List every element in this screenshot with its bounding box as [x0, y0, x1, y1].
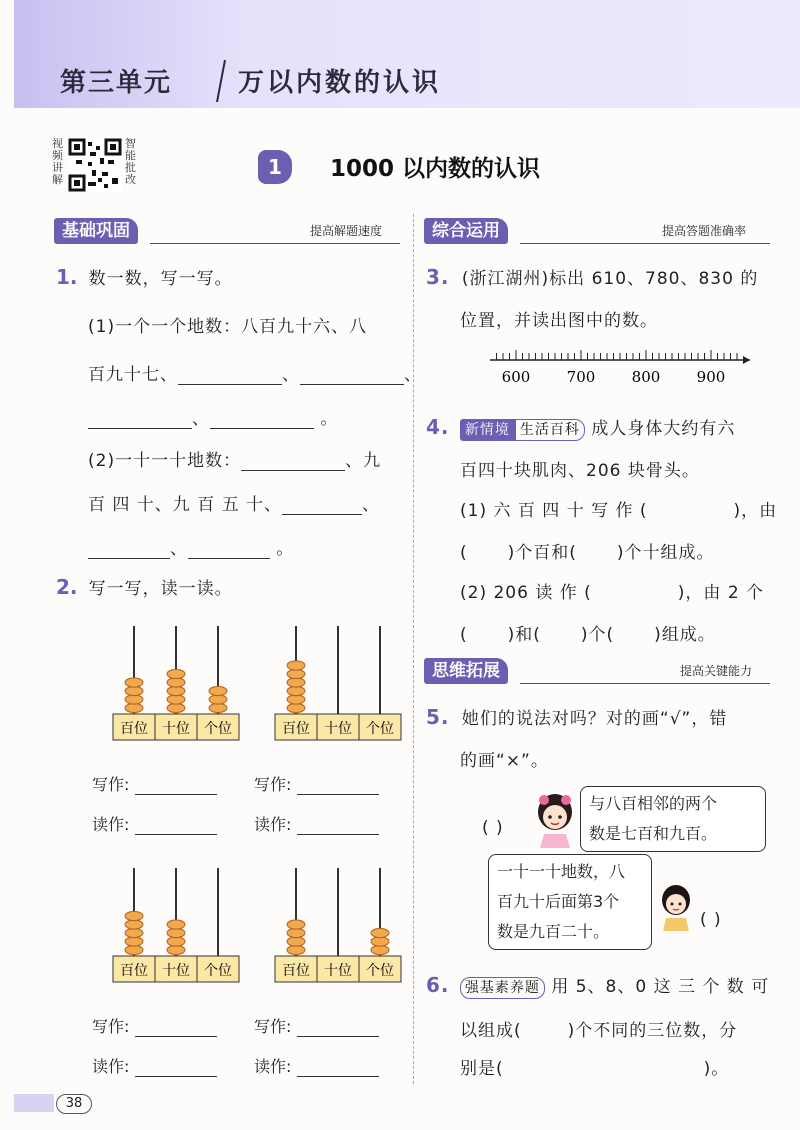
- answer-blank[interactable]: [135, 1058, 217, 1077]
- abacus-bead: [287, 669, 305, 678]
- qr-left-text: 视频讲解: [52, 137, 63, 186]
- abacus-bead: [287, 945, 305, 954]
- header-separator: [215, 60, 227, 102]
- girl-avatar-icon: [656, 882, 696, 932]
- q4-p1-line1: (1) 六 百 四 十 写 作 ( )，由: [460, 501, 778, 521]
- abacus-1: [110, 622, 242, 744]
- abacus-bead: [287, 678, 305, 687]
- tag-life-encyclopedia: 生活百科: [515, 419, 585, 441]
- read-label: 读作:: [92, 1057, 130, 1076]
- place-value-label: 十位: [162, 721, 190, 737]
- q2-block: [56, 574, 233, 599]
- abacus-bead: [125, 911, 143, 920]
- abacus-bead: [125, 678, 143, 687]
- place-value-label: 个位: [204, 721, 232, 737]
- place-value-label: 个位: [204, 963, 232, 979]
- section-extend-hint: 提高关键能力: [680, 664, 753, 678]
- abacus-bead: [125, 695, 143, 704]
- abacus-bead: [125, 686, 143, 695]
- page-number: 38: [56, 1094, 92, 1114]
- q6-line2: 以组成( )个不同的三位数，分: [460, 1021, 738, 1041]
- section-basic-underline: [150, 243, 400, 244]
- abacus-bead: [167, 937, 185, 946]
- abacus-bead: [287, 928, 305, 937]
- q1-block: [56, 264, 233, 289]
- lesson-number-badge: 1: [258, 150, 292, 184]
- section-apply-underline: [520, 243, 770, 244]
- q4-line2: 百四十块肌肉、206 块骨头。: [460, 461, 700, 481]
- read-line: [92, 1054, 217, 1077]
- qr-code-icon[interactable]: [68, 138, 122, 192]
- q1-p1-line1: (1)一个一个地数：八百九十六、八: [88, 317, 368, 337]
- q5-line2: 的画“×”。: [460, 751, 549, 771]
- read-label: 读作:: [254, 815, 292, 834]
- girl-avatar-icon: [530, 790, 580, 850]
- q5-number: 5.: [426, 705, 450, 729]
- q4-number: 4.: [426, 415, 450, 439]
- section-extend-underline: [520, 683, 770, 684]
- q4-line1: 4. 新情境 生活百科 成人身体大约有六: [426, 415, 736, 439]
- abacus-bead: [287, 686, 305, 695]
- answer-blank[interactable]: [241, 452, 345, 471]
- unit-title: 万以内数的认识: [238, 68, 442, 98]
- abacus-bead: [209, 703, 227, 712]
- q1-p2-line3: 、 。: [88, 534, 294, 559]
- abacus-bead: [167, 945, 185, 954]
- section-basic-hint: 提高解题速度: [310, 224, 383, 238]
- answer-blank[interactable]: [297, 1018, 379, 1037]
- abacus-4: [272, 864, 404, 986]
- q2-title: 写一写，读一读。: [88, 579, 233, 599]
- abacus-bead: [371, 937, 389, 946]
- abacus-bead: [209, 686, 227, 695]
- abacus-3: [110, 864, 242, 986]
- q6-number: 6.: [426, 973, 450, 997]
- read-label: 读作:: [92, 815, 130, 834]
- read-label: 读作:: [254, 1057, 292, 1076]
- abacus-bead: [167, 928, 185, 937]
- abacus-bead: [125, 920, 143, 929]
- abacus-bead: [167, 695, 185, 704]
- abacus-bead: [125, 928, 143, 937]
- q1-number: 1.: [56, 265, 78, 289]
- place-value-label: 十位: [324, 721, 352, 737]
- q1-p2-line1: (2)一十一十地数： 、九: [88, 451, 382, 471]
- column-divider: [413, 214, 414, 1084]
- q1-p1-line3: 、 。: [88, 404, 338, 429]
- answer-blank[interactable]: [135, 816, 217, 835]
- write-line: [254, 1014, 379, 1037]
- section-apply-hint: 提高答题准确率: [662, 224, 747, 238]
- write-label: 写作:: [92, 775, 130, 794]
- write-label: 写作:: [254, 775, 292, 794]
- q6-line1: 6. 强基素养题 用 5、8、0 这 三 个 数 可: [426, 973, 770, 997]
- speech-bubble-2: 一十一十地数，八 百九十后面第3个 数是九百二十。: [488, 854, 652, 950]
- write-label: 写作:: [254, 1017, 292, 1036]
- abacus-bead: [125, 937, 143, 946]
- abacus-bead: [167, 703, 185, 712]
- tick-label: 600: [501, 368, 531, 386]
- abacus-bead: [287, 920, 305, 929]
- answer-blank[interactable]: [210, 410, 314, 429]
- tag-foundation: 强基素养题: [460, 977, 545, 999]
- write-line: [92, 772, 217, 795]
- abacus-bead: [287, 937, 305, 946]
- q6-line3: 别是( )。: [460, 1059, 730, 1079]
- q1-p1-line2: 百九十七、 、 、: [88, 365, 422, 385]
- abacus-bead: [371, 928, 389, 937]
- section-basic: 基础巩固: [54, 218, 138, 244]
- lesson-title: 1000 以内数的认识: [330, 156, 541, 182]
- abacus-bead: [287, 661, 305, 670]
- place-value-label: 十位: [162, 963, 190, 979]
- write-line: [92, 1014, 217, 1037]
- abacus-bead: [167, 920, 185, 929]
- write-label: 写作:: [92, 1017, 130, 1036]
- abacus-bead: [371, 945, 389, 954]
- q4-p2-line2: ( )和( )个( )组成。: [460, 625, 716, 645]
- arrow-icon: [743, 356, 750, 364]
- abacus-bead: [167, 669, 185, 678]
- write-line: [254, 772, 379, 795]
- place-value-label: 百位: [282, 963, 310, 979]
- abacus-bead: [125, 945, 143, 954]
- section-extend: 思维拓展: [424, 658, 508, 684]
- answer-blank[interactable]: [297, 1058, 379, 1077]
- answer-blank[interactable]: [135, 1018, 217, 1037]
- q5-line1: 5. 她们的说法对吗？对的画“√”，错: [426, 705, 728, 729]
- place-value-label: 百位: [120, 963, 148, 979]
- abacus-bead: [125, 703, 143, 712]
- section-apply: 综合运用: [424, 218, 508, 244]
- q3-line1: 3. (浙江湖州)标出 610、780、830 的: [426, 265, 759, 289]
- answer-blank[interactable]: [88, 410, 192, 429]
- q4-p2-line1: (2) 206 读 作 ( )，由 2 个: [460, 583, 765, 603]
- tick-label: 800: [631, 368, 661, 386]
- place-value-label: 百位: [120, 721, 148, 737]
- speech-bubble-1: 与八百相邻的两个 数是七百和九百。: [580, 786, 766, 852]
- read-line: [254, 1054, 379, 1077]
- abacus-bead: [209, 695, 227, 704]
- number-line[interactable]: [480, 340, 760, 390]
- tag-new-context: 新情境: [460, 419, 515, 441]
- answer-blank[interactable]: [88, 540, 170, 559]
- answer-blank[interactable]: [297, 816, 379, 835]
- qr-right-text: 智能批改: [125, 137, 136, 186]
- q4-p1-line2: ( )个百和( )个十组成。: [460, 543, 715, 563]
- place-value-label: 个位: [366, 721, 394, 737]
- abacus-bead: [167, 678, 185, 687]
- read-line: [92, 812, 217, 835]
- abacus-bead: [167, 686, 185, 695]
- abacus-2: [272, 622, 404, 744]
- q1-title: 数一数，写一写。: [88, 269, 233, 289]
- q3-number: 3.: [426, 265, 450, 289]
- answer-blank[interactable]: [297, 776, 379, 795]
- answer-blank[interactable]: [300, 366, 404, 385]
- q3-line2: 位置，并读出图中的数。: [460, 311, 658, 331]
- tick-label: 900: [696, 368, 726, 386]
- q2-number: 2.: [56, 575, 78, 599]
- q5-answer-paren-1[interactable]: ( ): [482, 818, 504, 838]
- answer-blank[interactable]: [188, 540, 270, 559]
- place-value-label: 十位: [324, 963, 352, 979]
- footer-bar: [14, 1094, 54, 1112]
- q1-p2-line2: 百 四 十、九 百 五 十、 、: [88, 495, 381, 515]
- unit-label: 第三单元: [60, 68, 173, 98]
- abacus-bead: [287, 703, 305, 712]
- answer-blank[interactable]: [135, 776, 217, 795]
- tick-label: 700: [566, 368, 596, 386]
- q5-answer-paren-2[interactable]: ( ): [700, 910, 722, 930]
- place-value-label: 百位: [282, 721, 310, 737]
- abacus-bead: [287, 695, 305, 704]
- read-line: [254, 812, 379, 835]
- answer-blank[interactable]: [178, 366, 282, 385]
- place-value-label: 个位: [366, 963, 394, 979]
- answer-blank[interactable]: [282, 496, 362, 515]
